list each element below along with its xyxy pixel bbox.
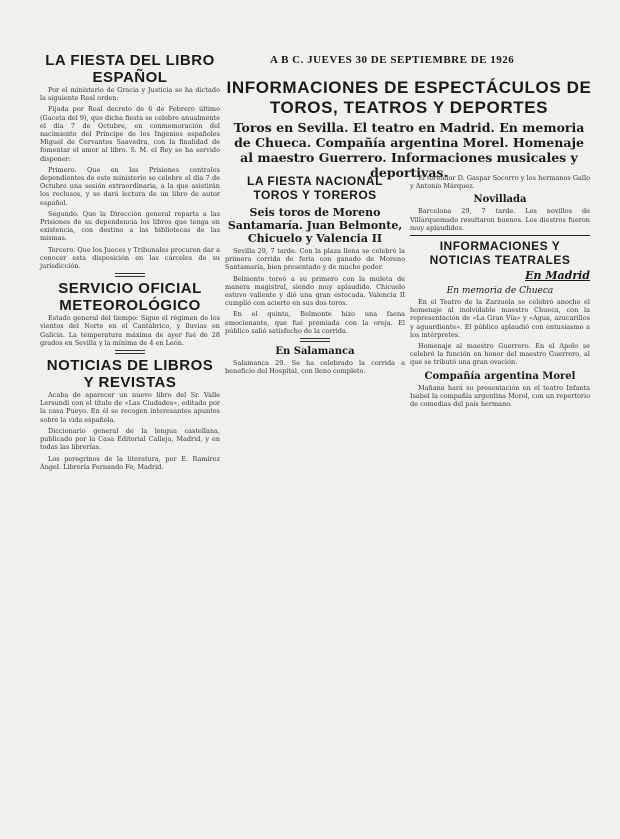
salamanca-body: Salamanca 29. Se ha celebrado la corrida a beneficio del Hospital, con lleno completo. xyxy=(225,359,405,376)
chueca-body: En el Teatro de la Zarzuela se celebró anoche el homenaje al inolvidable maestro Chueca, con la representación de «La Gran Vía» y «Agua, azucarillos y aguardiente». El público aplaudió con entusiasmo a los intérpretes. xyxy=(410,298,590,339)
toros-body-3: En el quinto, Belmonte hizo una faena emocionante, que fué premiada con la oreja. El público salió satisfecho de la corrida. xyxy=(225,310,405,335)
fiesta-intro: Por el ministerio de Gracia y Justicia se ha dictado la siguiente Real orden: xyxy=(40,86,220,103)
salamanca-title: En Salamanca xyxy=(275,346,355,358)
morel-body: Mañana hará su presentación en el teatro Infanta Isabel la compañía argentina Morel, con un repertorio de comedias del país hermano. xyxy=(410,383,590,409)
fiesta-libro-title: LA FIESTA DEL LIBRO ESPAÑOL xyxy=(45,52,215,86)
guerrero-body: Homenaje al maestro Guerrero. En el Apolo se celebró la función en honor del maestro Guerrero, al que se tributó una gran ovación. xyxy=(410,342,590,367)
servicio-body: Estado general del tiempo: Sigue el régimen de los vientos del Norte en el Cantábrico, y lluvias en Galicia. La temperatura máxima de ayer fué de 28 grados en Sevilla y la mínima de 4 en León. xyxy=(40,314,220,347)
separator xyxy=(115,273,145,277)
toros-body-2: Belmonte toreó a su primero con la muleta de manera magistral, siendo muy aplaudido. Chicuelo estuvo valiente y dió una gran estocada. Valencia II cumplió con acierto en sus dos toros. xyxy=(225,274,405,308)
servicio-title: SERVICIO OFICIAL METEOROLÓGICO xyxy=(58,280,202,315)
chueca-title: En memoria de Chueca xyxy=(446,286,554,297)
toros-body-1: Sevilla 29, 7 tarde. Con la plaza llena se celebró la primera corrida de feria con ganado de Moreno Santamaría, bien presentado y de mucho poder. xyxy=(225,247,405,272)
noticias-body: Acaba de aparecer un nuevo libro del Sr. Valle Lersundi con el título de «Las Ciudades», editado por la casa Pueyo. En él se recogen interesantes apuntes sobre la vida española. xyxy=(40,391,220,424)
divider xyxy=(410,235,590,236)
separator xyxy=(300,338,330,342)
left-column xyxy=(40,52,220,474)
toros-subtitle: Seis toros de Moreno Santamaría. Juan Belmonte, Chicuelo y Valencia II xyxy=(227,206,403,245)
fiesta-p2: Segundo. Que la Dirección general reparta a las Prisiones de su dependencia los libros que tenga en existencia, con destino a las bibliotecas de las mismas. xyxy=(40,209,220,243)
info-teatrales-title: INFORMACIONES Y NOTICIAS TEATRALES xyxy=(429,239,571,268)
morel-title: Compañía argentina Morel xyxy=(424,370,576,382)
novillada-title: Novillada xyxy=(473,194,527,206)
novillada-body: Barcelona 29, 7 tarde. Los novillos de Villarquemado resultaron buenos. Los diestros fueron muy aplaudidos. xyxy=(410,207,590,232)
fiesta-body: Fijada por Real decreto de 6 de Febrero último (Gaceta del 9), que dicha fiesta se celebre anualmente el día 7 de Octubre, en conmemoración del nacimiento del Príncipe de los Ingenios españoles Miguel de Cervantes Saavedra, con la finalidad de fomentar el amor al libro. S. M. el Rey se ha servido disponer: xyxy=(40,105,220,163)
toros-title: LA FIESTA NACIONAL TOROS Y TOREROS xyxy=(247,174,383,202)
madrid-title: En Madrid xyxy=(525,269,590,283)
noticias-p3: Los peregrinos de la literatura, por E. Ramírez Ángel. Librería Fernando Fe, Madrid. xyxy=(40,454,220,471)
noticias-p2: Diccionario general de la lengua castellana, publicado por la Casa Editorial Calleja, Madrid, y en todas las librerías. xyxy=(40,426,220,452)
right-intro: El toreador D. Gaspar Socorro y los hermanos Gallo y Antonio Márquez. xyxy=(410,174,590,191)
middle-column xyxy=(225,174,405,378)
right-column xyxy=(410,174,590,411)
fiesta-p3: Tercero. Que los Jueces y Tribunales procuren dar a conocer esta disposición en las cárceles de su jurisdicción. xyxy=(40,245,220,271)
fiesta-p1: Primero. Que en las Prisiones centrales dependientes de este ministerio se celebre el día 7 de Octubre una sesión extraordinaria, a la que asistirán los reclusos, y se dará lectura de un libro de autor español. xyxy=(40,165,220,207)
page-header-date: A B C. JUEVES 30 DE SEPTIEMBRE DE 1926 xyxy=(270,54,515,66)
main-subhead: Toros en Sevilla. El teatro en Madrid. En memoria de Chueca. Compañía argentina Morel. Homenaje al maestro Guerrero. Informaciones musicales y deportivas. xyxy=(233,120,585,180)
main-headline: INFORMACIONES DE ESPECTÁCULOS DE TOROS, TEATROS Y DEPORTES xyxy=(226,78,592,117)
separator xyxy=(115,350,145,354)
noticias-title: NOTICIAS DE LIBROS Y REVISTAS xyxy=(46,357,214,392)
